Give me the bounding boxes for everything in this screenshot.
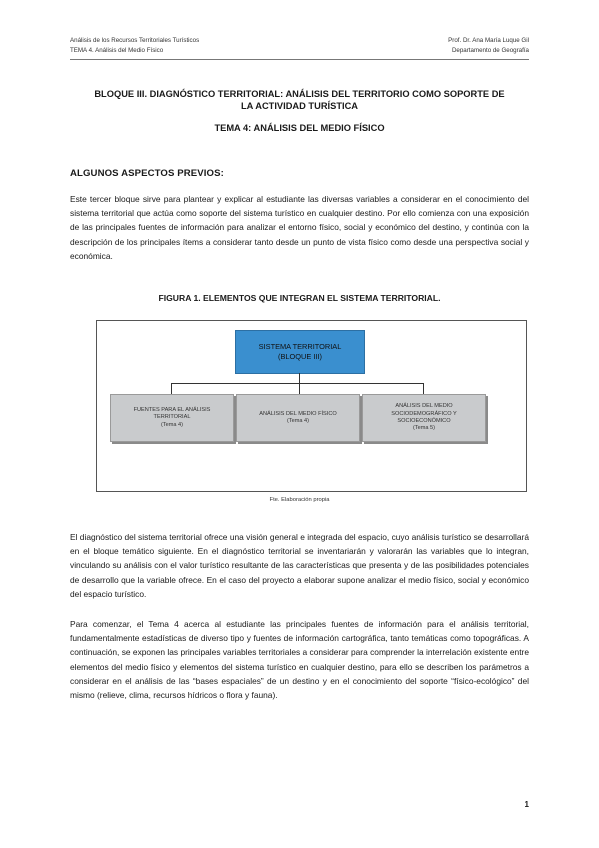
- box3-line4: (Tema 5): [412, 425, 436, 432]
- box3-line1: ANÁLISIS DEL MEDIO: [395, 403, 453, 410]
- header-divider: [70, 59, 529, 60]
- box1-line2: TERRITORIAL: [153, 414, 191, 421]
- box3-line2: SOCIODEMOGRÁFICO Y: [391, 410, 457, 417]
- box3-line3: SOCIOECONÓMICO: [397, 418, 451, 424]
- diagram-box-fuentes: [110, 394, 234, 442]
- diagram-main-label: SISTEMA TERRITORIAL: [258, 342, 342, 351]
- connector-left: [171, 383, 172, 394]
- header-left: [70, 36, 199, 56]
- header-course: Análisis de los Recursos Territoriales Turísticos: [70, 37, 200, 44]
- box1-line1: FUENTES PARA EL ANÁLISIS: [133, 406, 211, 413]
- connector-center: [299, 383, 300, 394]
- figure-source: Fte. Elaboración propia: [269, 497, 330, 503]
- page-number: 1: [524, 800, 529, 809]
- paragraph-diagnostico: El diagnóstico del sistema territorial ofrece una visión general e integrada del espacio, cuyo análisis turístico se desarrollará en el bloque temático siguiente. En el diagnóstico territorial se inventariarán y valorarán las variables que lo integran, vinculando su análisis con el valor turístico resultante de las características que presenta y de las posibilidades potenciales de desarrollo que la variable ofrece. En el caso del proyecto a elaborar supone analizar el medio físico, social y económico del espacio turístico.: [70, 532, 529, 599]
- header-right: [448, 36, 529, 56]
- header-department: Departamento de Geografía: [451, 47, 529, 54]
- paragraph-tema4: Para comenzar, el Tema 4 acerca al estudiante las principales fuentes de información para el análisis territorial, fundamentalmente estadísticas de diverso tipo y fuentes de información cartográfica, tanto temáticas como topográficas. A continuación, se exponen las principales variables territoriales a considerar para comprender la interrelación existente entre elementos del medio físico y elementos del sistema turístico en cualquier destino, para ello se describen los parámetros a considerar en el análisis de las “bases espaciales” de un destino y en el conocimiento del soporte “físico-ecológico” del mismo (relieve, clima, recursos hídricos o flora y fauna).: [70, 619, 529, 701]
- diagram-box-sistema-territorial: [235, 330, 365, 374]
- block-title: [70, 88, 529, 112]
- box1-line3: (Tema 4): [160, 421, 184, 428]
- connector-right: [423, 383, 424, 394]
- box2-line1: ANÁLISIS DEL MEDIO FÍSICO: [259, 410, 337, 417]
- paragraph-intro: Este tercer bloque sirve para plantear y explicar al estudiante las diversas variables a considerar en el conocimiento del sistema territorial que actúa como soporte del sistema turístico en cualquier destino. Por ello comienza con una exposición de las principales fuentes de información para analizar el entorno físico, social y económico del destino, y continúa con la descripción de los principales ítems a considerar tanto desde un punto de vista físico como desde una perspectiva social y económica.: [70, 194, 529, 261]
- block-title-line2: LA ACTIVIDAD TURÍSTICA: [240, 101, 359, 111]
- diagram-main-sublabel: (BLOQUE III): [278, 352, 322, 361]
- figure-caption: FIGURA 1. ELEMENTOS QUE INTEGRAN EL SISTEMA TERRITORIAL.: [158, 293, 441, 303]
- box2-line2: (Tema 4): [286, 418, 310, 424]
- diagram-box-socio: [362, 394, 486, 442]
- topic-title: TEMA 4: ANÁLISIS DEL MEDIO FÍSICO: [214, 123, 385, 133]
- block-title-line1: BLOQUE III. DIAGNÓSTICO TERRITORIAL: ANÁLISIS DEL TERRITORIO COMO SOPORTE DE: [94, 89, 505, 99]
- section-heading: ALGUNOS ASPECTOS PREVIOS:: [70, 168, 224, 179]
- header-author: Prof. Dr. Ana María Luque Gil: [448, 37, 529, 44]
- connector-horizontal: [171, 383, 424, 384]
- header-topic: TEMA 4. Análisis del Medio Físico: [70, 47, 164, 54]
- connector-vertical-main: [299, 373, 300, 383]
- diagram-box-medio-fisico: [236, 394, 360, 442]
